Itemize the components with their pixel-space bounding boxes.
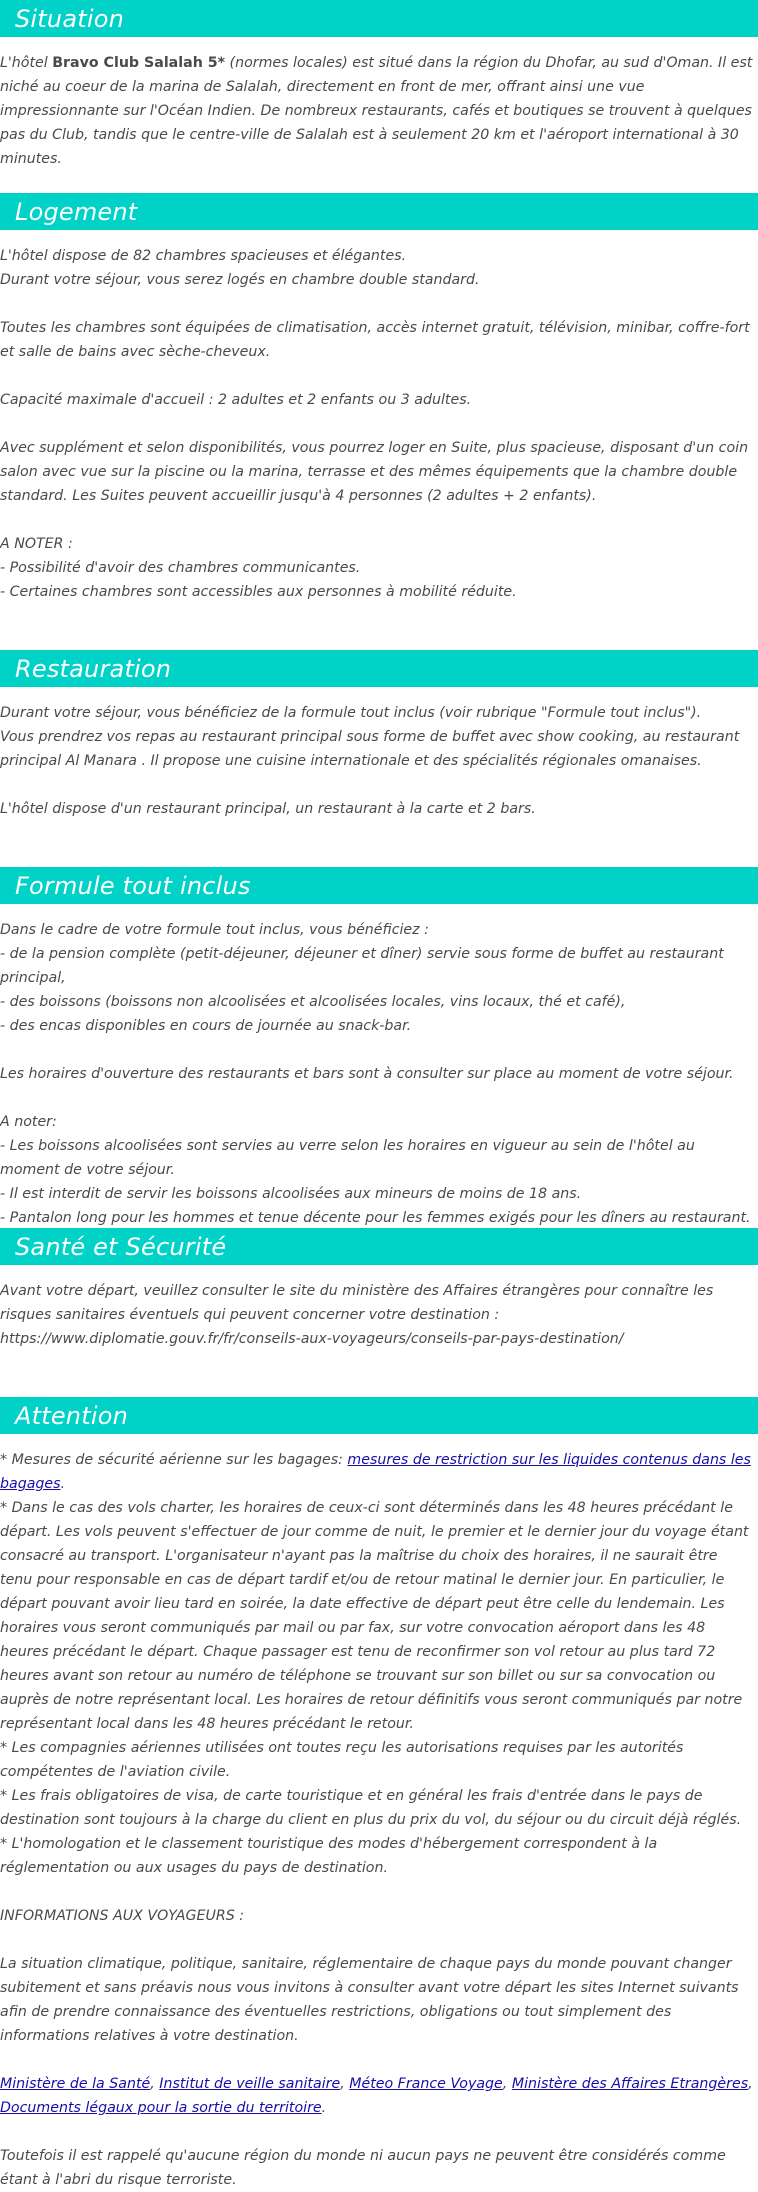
spacer xyxy=(0,773,754,797)
bagages-restriction-link[interactable]: mesures de restriction sur les liquides contenus dans les bagages xyxy=(0,1452,751,1492)
attention-bagages xyxy=(0,1448,754,1496)
situation-paragraph xyxy=(0,51,754,171)
sante-text xyxy=(0,1265,758,1351)
section-header-sante xyxy=(0,1228,758,1265)
section-attention xyxy=(0,1397,758,2192)
restauration-line-2: Vous prendrez vos repas au restaurant principal sous forme de buffet avec show cooking, au restaurant principal Al Manara . Il propose une cuisine internationale et des spécialités régionales omanaises. xyxy=(0,729,740,769)
link-separator: , xyxy=(150,2076,160,2092)
section-logement xyxy=(0,193,758,604)
attention-vols: * Dans le cas des vols charter, les horaires de ceux-ci sont déterminés dans les 48 heures précédant le départ. Les vols peuvent s'effectuer de jour comme de nuit, le premier et le dernier jour du voyage étant consacré au transport. L'organisateur n'ayant pas la maîtrise du choix des horaires, il ne saurait être tenu pour responsable en cas de départ tardif et/ou de retour matinal le dernier jour. En particulier, le départ pouvant avoir lieu tard en soirée, la date effective de départ peut être celle du lendemain. Les horaires vous seront communiqués par mail ou par fax, sur votre convocation aéroport dans les 48 heures précédant le départ. Chaque passager est tenu de reconfirmer son vol retour au plus tard 72 heures avant son retour au numéro de téléphone se trouvant sur son billet ou sur sa convocation ou auprès de notre représentant local. Les horaires de retour définitifs vous seront communiqués par notre représentant local dans les 48 heures précédant le retour. xyxy=(0,1500,749,1732)
section-header-formule xyxy=(0,867,758,904)
section-title-restauration: Restauration xyxy=(15,654,172,683)
section-title-formule: Formule tout inclus xyxy=(15,871,251,900)
formule-item-1: - de la pension complète (petit-déjeuner, déjeuner et dîner) servie sous forme de buffet au restaurant principal, xyxy=(0,946,724,986)
bagages-prefix: * Mesures de sécurité aérienne sur les bagages: xyxy=(0,1452,348,1468)
link-ministere-sante[interactable]: Ministère de la Santé xyxy=(0,2076,151,2092)
formule-note-2: - Il est interdit de servir les boissons alcoolisées aux mineurs de moins de 18 ans. xyxy=(0,1186,582,1202)
section-title-sante: Santé et Sécurité xyxy=(15,1232,227,1261)
formule-note-title: A noter: xyxy=(0,1114,57,1130)
logement-suite: Avec supplément et selon disponibilités, vous pourrez loger en Suite, plus spacieuse, disposant d'un coin salon avec vue sur la piscine ou la marina, terrasse et des mêmes équipements que la chambre double standard. Les Suites peuvent accueillir jusqu'à 4 personnes (2 adultes + 2 enfants). xyxy=(0,440,749,504)
hotel-name: Bravo Club Salalah 5* xyxy=(52,55,226,71)
section-title-logement: Logement xyxy=(15,197,138,226)
logement-line-1: L'hôtel dispose de 82 chambres spacieuses et élégantes. xyxy=(0,248,407,264)
spacer xyxy=(0,2048,754,2072)
section-sante xyxy=(0,1228,758,1351)
section-header-restauration xyxy=(0,650,758,687)
logement-line-2: Durant votre séjour, vous serez logés en chambre double standard. xyxy=(0,272,480,288)
restauration-text xyxy=(0,687,758,821)
attention-compagnies: * Les compagnies aériennes utilisées ont toutes reçu les autorisations requises par les autorités compétentes de l'aviation civile. xyxy=(0,1740,684,1780)
section-title-attention: Attention xyxy=(15,1401,128,1430)
restauration-line-1: Durant votre séjour, vous bénéficiez de la formule tout inclus (voir rubrique "Formule tout inclus"). xyxy=(0,705,702,721)
attention-homologation: * L'homologation et le classement touristique des modes d'hébergement correspondent à la réglementation ou aux usages du pays de destination. xyxy=(0,1836,658,1876)
logement-text xyxy=(0,230,758,604)
formule-note-3: - Pantalon long pour les hommes et tenue décente pour les femmes exigés pour les dîners au restaurant. xyxy=(0,1210,751,1226)
info-voyageurs-text: La situation climatique, politique, sanitaire, réglementaire de chaque pays du monde pouvant changer subitement et sans préavis nous vous invitons à consulter avant votre départ les sites Internet suivants afin de prendre connaissance des éventuelles restrictions, obligations ou tout simplement des informations relatives à votre destination. xyxy=(0,1956,739,2044)
spacer xyxy=(0,364,754,388)
formule-item-3: - des encas disponibles en cours de journée au snack-bar. xyxy=(0,1018,412,1034)
spacer xyxy=(0,1038,754,1062)
spacer xyxy=(0,508,754,532)
attention-frais: * Les frais obligatoires de visa, de carte touristique et en général les frais d'entrée dans le pays de destination sont toujours à la charge du client en plus du prix du vol, du séjour ou du circuit déjà réglés. xyxy=(0,1788,742,1828)
logement-note-2: - Certaines chambres sont accessibles aux personnes à mobilité réduite. xyxy=(0,584,517,600)
attention-text xyxy=(0,1434,758,2192)
link-veille-sanitaire[interactable]: Institut de veille sanitaire xyxy=(159,2076,341,2092)
link-separator: , xyxy=(340,2076,350,2092)
situation-intro-rest: (normes locales) est situé dans la région du Dhofar, au sud d'Oman. Il est niché au coeur de la marina de Salalah, directement en front de mer, offrant ainsi une vue impressionnante sur l'Océan Indien. De nombreux restaurants, cafés et boutiques se trouvent à quelques pas du Club, tandis que le centre-ville de Salalah est à seulement 20 km et l'aéroport international à 30 minutes. xyxy=(0,55,753,167)
link-separator: , xyxy=(748,2076,753,2092)
spacer xyxy=(0,1880,754,1904)
formule-intro: Dans le cadre de votre formule tout inclus, vous bénéficiez : xyxy=(0,922,429,938)
logement-note-1: - Possibilité d'avoir des chambres communicantes. xyxy=(0,560,361,576)
bagages-suffix: . xyxy=(60,1476,66,1492)
formule-note-1: - Les boissons alcoolisées sont servies au verre selon les horaires en vigueur au sein de l'hôtel au moment de votre séjour. xyxy=(0,1138,695,1178)
links-end: . xyxy=(321,2100,327,2116)
sante-paragraph: Avant votre départ, veuillez consulter le site du ministère des Affaires étrangères pour connaître les risques sanitaires éventuels qui peuvent concerner votre destination : https://www.diplomatie.gouv.fr/fr/conseils-aux-voyageurs/conseils-par-pays-destination/ xyxy=(0,1283,714,1347)
situation-intro-prefix: L'hôtel xyxy=(0,55,53,71)
spacer xyxy=(0,1928,754,1952)
formule-item-2: - des boissons (boissons non alcoolisées et alcoolisées locales, vins locaux, thé et café), xyxy=(0,994,626,1010)
section-restauration xyxy=(0,650,758,821)
info-links xyxy=(0,2072,754,2120)
spacer xyxy=(0,2120,754,2144)
section-formule xyxy=(0,867,758,1230)
logement-note-title: A NOTER : xyxy=(0,536,73,552)
formule-hours: Les horaires d'ouverture des restaurants et bars sont à consulter sur place au moment de votre séjour. xyxy=(0,1066,734,1082)
section-situation xyxy=(0,0,758,171)
attention-terrorisme: Toutefois il est rappelé qu'aucune région du monde ni aucun pays ne peuvent être considérés comme étant à l'abri du risque terroriste. xyxy=(0,2148,726,2188)
section-header-attention xyxy=(0,1397,758,1434)
link-documents-legaux[interactable]: Documents légaux pour la sortie du territoire xyxy=(0,2100,322,2116)
spacer xyxy=(0,1086,754,1110)
restauration-line-3: L'hôtel dispose d'un restaurant principal, un restaurant à la carte et 2 bars. xyxy=(0,801,536,817)
spacer xyxy=(0,292,754,316)
logement-capacity: Capacité maximale d'accueil : 2 adultes et 2 enfants ou 3 adultes. xyxy=(0,392,472,408)
situation-text xyxy=(0,37,758,171)
section-title-situation: Situation xyxy=(15,4,125,33)
link-separator: , xyxy=(502,2076,512,2092)
section-header-logement xyxy=(0,193,758,230)
logement-equipment: Toutes les chambres sont équipées de climatisation, accès internet gratuit, télévision, minibar, coffre-fort et salle de bains avec sèche-cheveux. xyxy=(0,320,750,360)
formule-text xyxy=(0,904,758,1230)
section-header-situation xyxy=(0,0,758,37)
info-voyageurs-title: INFORMATIONS AUX VOYAGEURS : xyxy=(0,1908,244,1924)
link-meteo-france[interactable]: Méteo France Voyage xyxy=(349,2076,503,2092)
spacer xyxy=(0,412,754,436)
link-affaires-etrangeres[interactable]: Ministère des Affaires Etrangères xyxy=(511,2076,749,2092)
